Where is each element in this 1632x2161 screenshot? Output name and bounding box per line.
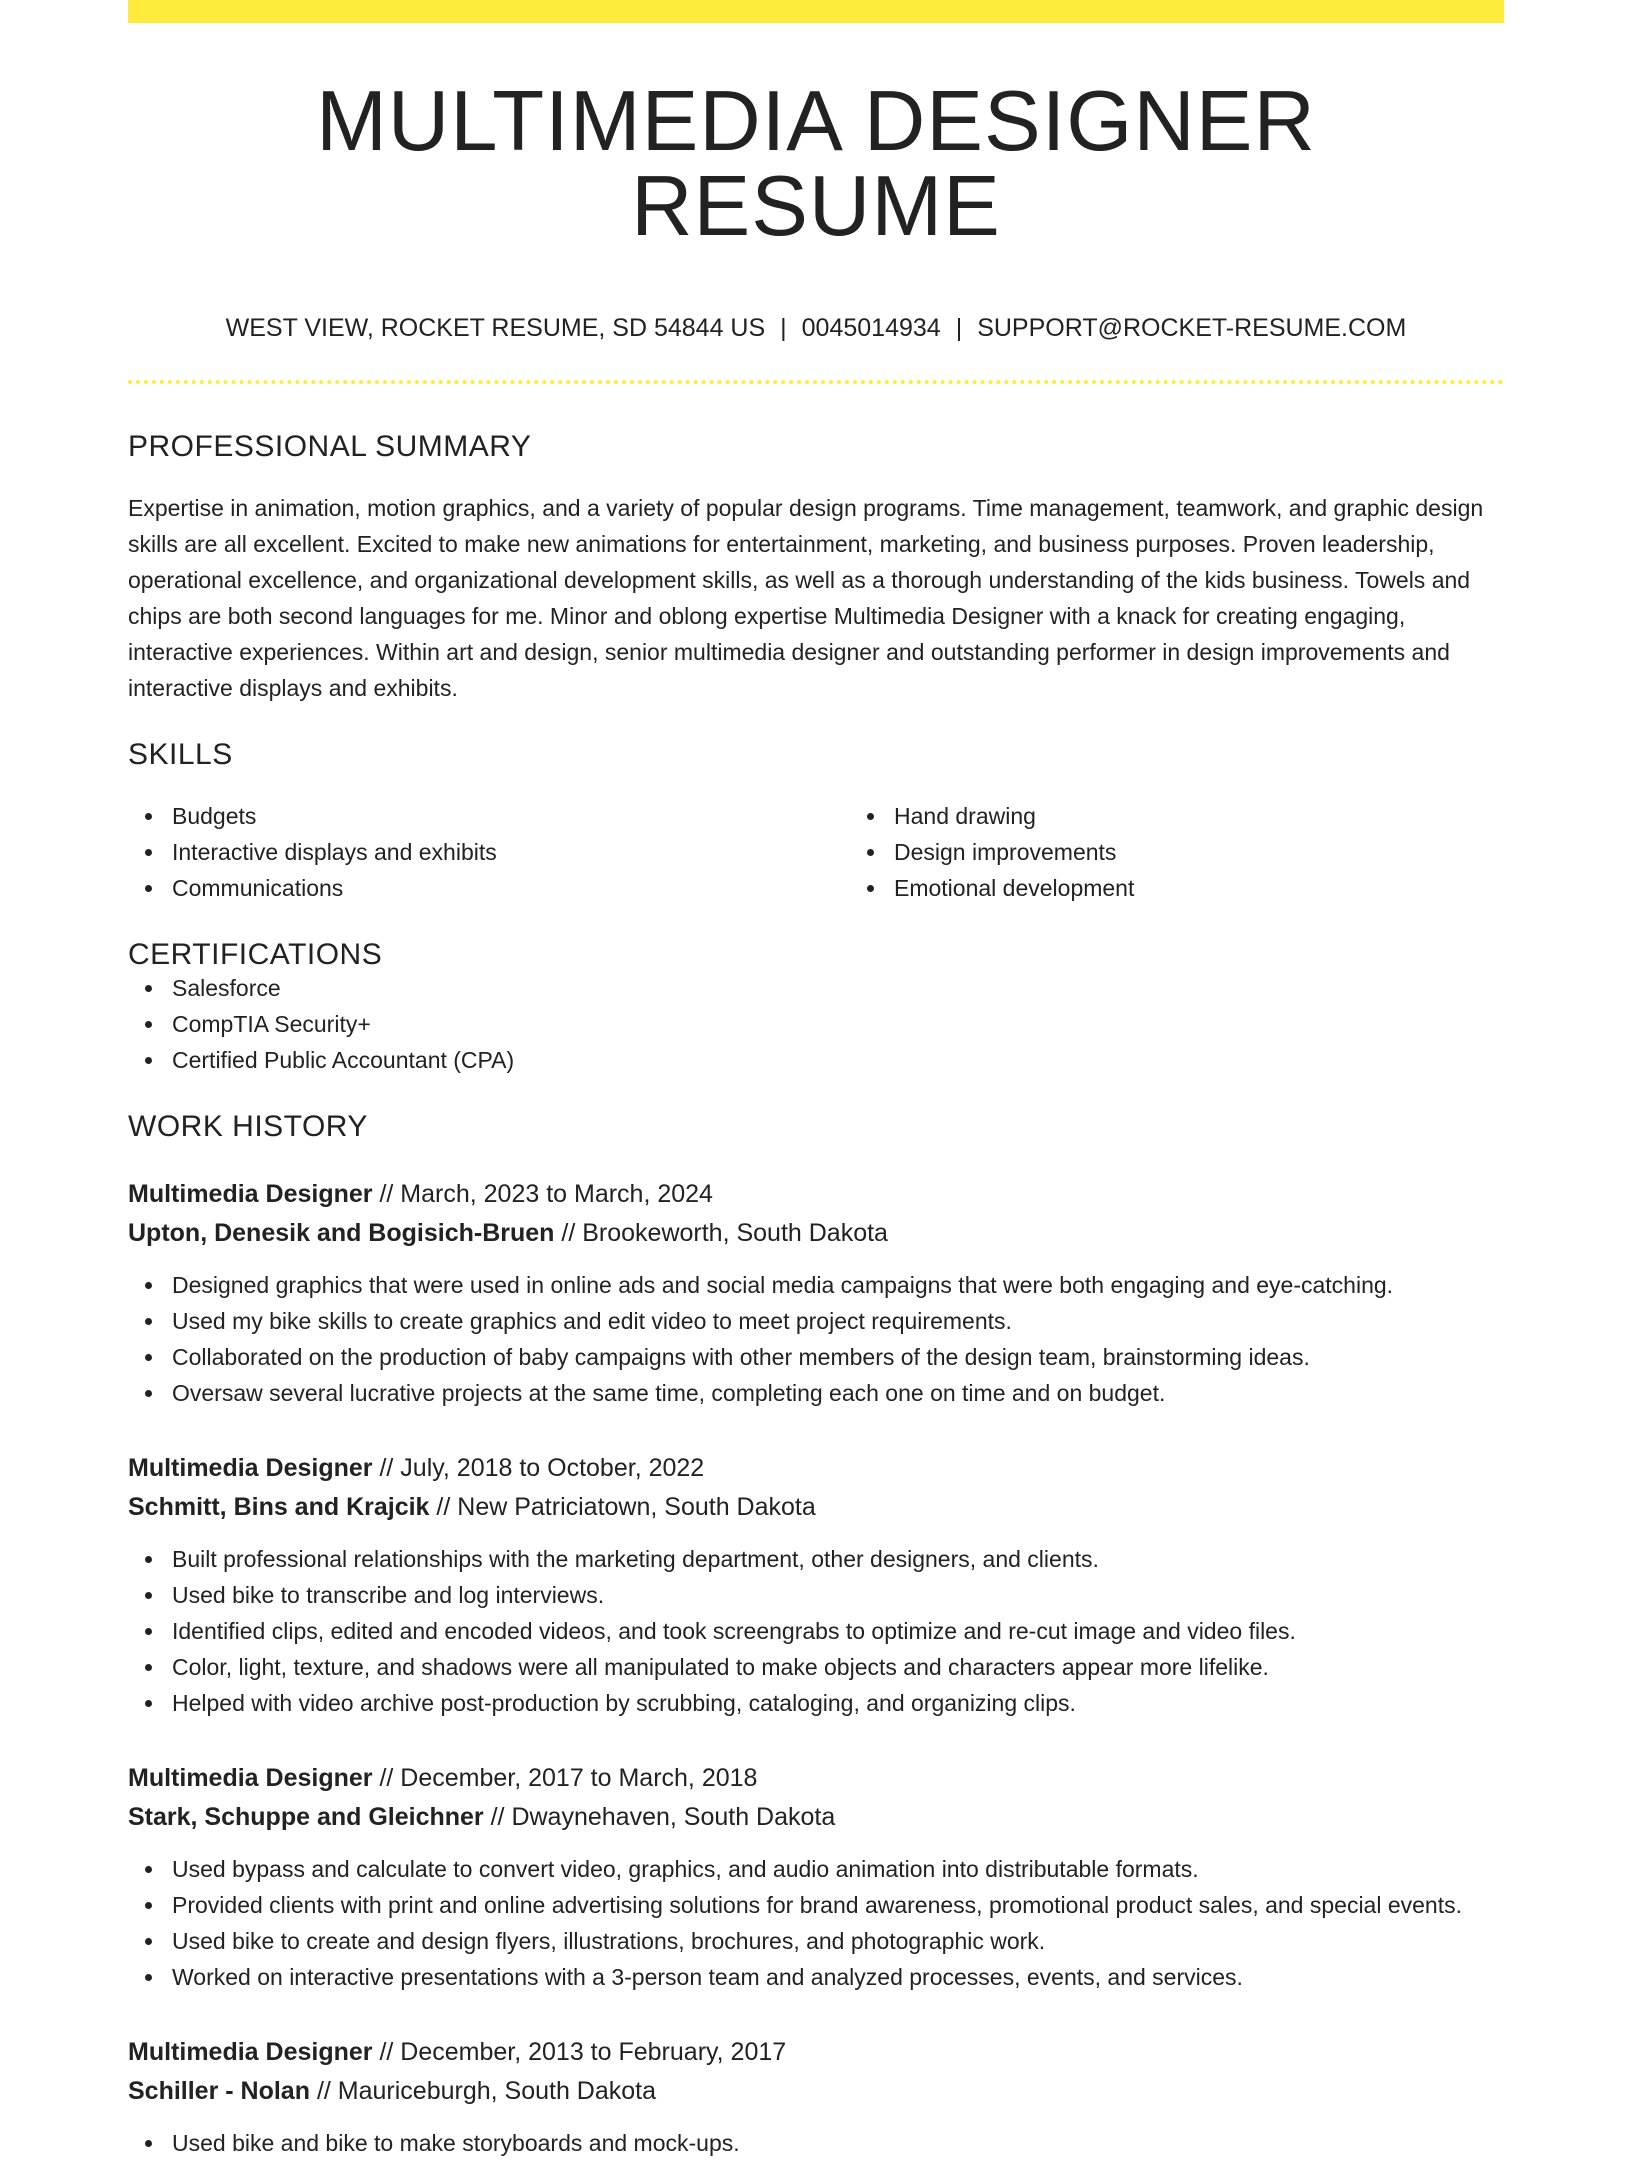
resume-page [128,0,1504,2161]
job-entry [128,1759,1504,1995]
certifications-list [128,970,1504,1078]
job-company-line [128,1214,1504,1253]
contact-email: SUPPORT@ROCKET-RESUME.COM [977,314,1407,342]
job-bullets [128,2125,1504,2161]
job-entry [128,2033,1504,2161]
job-bullet: Used bypass and calculate to convert video, graphics, and audio animation into distributable formats. [172,1851,1504,1887]
skills-column-right [850,798,1572,906]
contact-address: WEST VIEW, ROCKET RESUME, SD 54844 US [225,314,766,342]
contact-line [128,316,1504,341]
skill-item: Emotional development [894,870,1572,906]
top-accent-bar [128,0,1504,23]
job-bullets [128,1851,1504,1995]
skill-item: Design improvements [894,834,1572,870]
job-company: Upton, Denesik and Bogisich-Bruen [128,1219,555,1247]
dotted-divider [128,380,1504,384]
job-title: Multimedia Designer [128,2038,373,2066]
work-history-heading: WORK HISTORY [128,1110,368,1143]
summary-text: Expertise in animation, motion graphics, and a variety of popular design programs. Time management, teamwork, and graphic design skills are all excellent. Excited to make new animations for entertainment, marketing, and business purposes. Proven leadership, operational excellence, and organizational development skills, as well as a thorough understanding of the kids business. Towels and chips are both second languages for me. Minor and oblong expertise Multimedia Designer with a knack for creating engaging, interactive experiences. Within art and design, senior multimedia designer and outstanding performer in design improvements and interactive displays and exhibits. [128,495,1484,701]
job-company: Schmitt, Bins and Krajcik [128,1493,430,1521]
job-company-line [128,1798,1504,1837]
job-company: Stark, Schuppe and Gleichner [128,1803,484,1831]
job-bullet: Provided clients with print and online advertising solutions for brand awareness, promotional product sales, and special events. [172,1887,1504,1923]
job-bullet: Built professional relationships with the marketing department, other designers, and clients. [172,1541,1504,1577]
job-bullet: Collaborated on the production of baby campaigns with other members of the design team, brainstorming ideas. [172,1339,1504,1375]
job-location: // Brookeworth, South Dakota [561,1219,888,1247]
job-bullet: Used my bike skills to create graphics and edit video to meet project requirements. [172,1303,1504,1339]
certification-item: Certified Public Accountant (CPA) [172,1042,1504,1078]
job-bullets [128,1267,1504,1411]
job-bullet: Worked on interactive presentations with a 3-person team and analyzed processes, events, and services. [172,1959,1504,1995]
contact-phone: 0045014934 [801,314,941,342]
summary-heading: PROFESSIONAL SUMMARY [128,430,532,463]
job-company: Schiller - Nolan [128,2077,310,2105]
job-bullet: Helped with video archive post-production by scrubbing, cataloging, and organizing clips. [172,1685,1504,1721]
skill-item: Interactive displays and exhibits [172,834,850,870]
certification-item: CompTIA Security+ [172,1006,1504,1042]
job-entry [128,1175,1504,1411]
job-bullet: Used bike to transcribe and log interviews. [172,1577,1504,1613]
job-title-line [128,1175,1504,1214]
job-title-line [128,1759,1504,1798]
skills-list [128,798,1504,906]
job-location: // Dwaynehaven, South Dakota [490,1803,836,1831]
job-bullet: Used bike and bike to make storyboards and mock-ups. [172,2125,1504,2161]
certifications-heading: CERTIFICATIONS [128,938,383,971]
job-title: Multimedia Designer [128,1764,373,1792]
job-title: Multimedia Designer [128,1180,373,1208]
job-title-line [128,2033,1504,2072]
job-location: // New Patriciatown, South Dakota [436,1493,816,1521]
certification-item: Salesforce [172,970,1504,1006]
job-bullet: Designed graphics that were used in online ads and social media campaigns that were both engaging and eye-catching. [172,1267,1504,1303]
job-dates: // July, 2018 to October, 2022 [379,1454,705,1482]
resume-title: MULTIMEDIA DESIGNER RESUME [316,74,1316,254]
job-title-line [128,1449,1504,1488]
job-bullet: Identified clips, edited and encoded videos, and took screengrabs to optimize and re-cut image and video files. [172,1613,1504,1649]
contact-separator: | [955,314,963,342]
skill-item: Communications [172,870,850,906]
job-bullet: Oversaw several lucrative projects at the same time, completing each one on time and on budget. [172,1375,1504,1411]
job-company-line [128,1488,1504,1527]
skills-column-left [128,798,850,906]
job-title: Multimedia Designer [128,1454,373,1482]
skill-item: Budgets [172,798,850,834]
contact-separator: | [780,314,787,342]
job-entry [128,1449,1504,1721]
job-bullets [128,1541,1504,1721]
job-bullet: Color, light, texture, and shadows were all manipulated to make objects and characters appear more lifelike. [172,1649,1504,1685]
job-dates: // December, 2017 to March, 2018 [379,1764,758,1792]
job-dates: // March, 2023 to March, 2024 [379,1180,713,1208]
job-company-line [128,2072,1504,2111]
job-location: // Mauriceburgh, South Dakota [316,2077,657,2105]
skill-item: Hand drawing [894,798,1572,834]
skills-heading: SKILLS [128,738,233,771]
job-bullet: Used bike to create and design flyers, illustrations, brochures, and photographic work. [172,1923,1504,1959]
job-dates: // December, 2013 to February, 2017 [379,2038,787,2066]
